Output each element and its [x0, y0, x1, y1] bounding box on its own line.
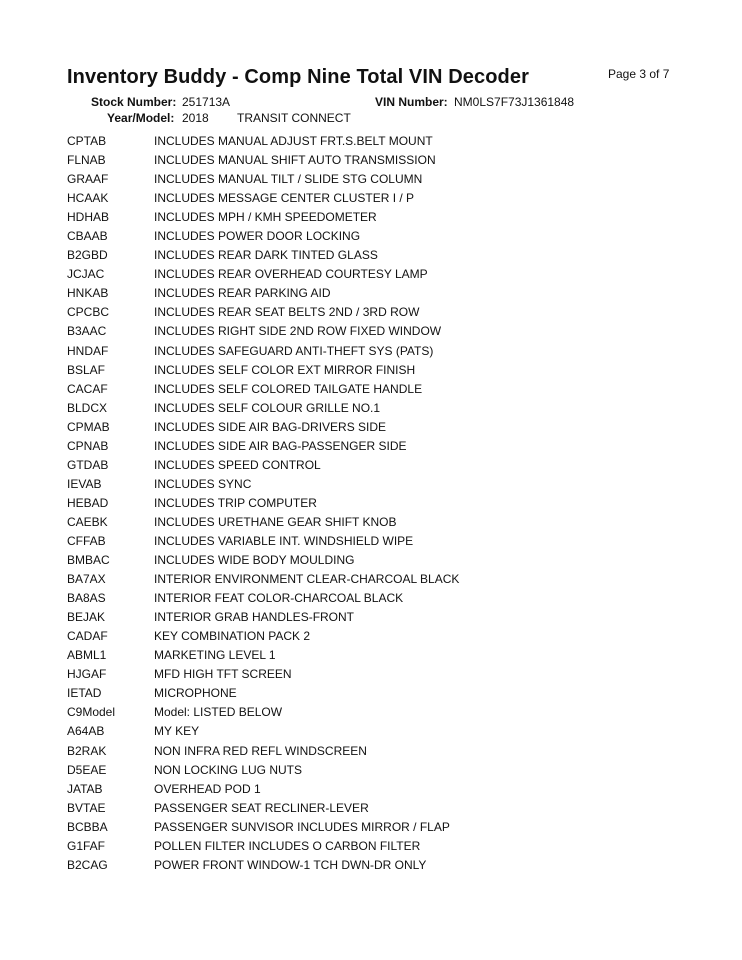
option-description: POWER FRONT WINDOW-1 TCH DWN-DR ONLY [154, 857, 427, 872]
option-description: POLLEN FILTER INCLUDES O CARBON FILTER [154, 838, 421, 853]
option-description: INCLUDES POWER DOOR LOCKING [154, 229, 361, 244]
option-description: INCLUDES WIDE BODY MOULDING [154, 553, 355, 568]
option-row [67, 761, 707, 780]
option-description: INCLUDES MPH / KMH SPEEDOMETER [154, 210, 377, 225]
option-code: BMBAC [67, 553, 110, 568]
option-code: HNKAB [67, 286, 109, 301]
page-indicator: Page 3 of 7 [608, 67, 670, 81]
option-description: NON LOCKING LUG NUTS [154, 762, 303, 777]
option-description: INCLUDES URETHANE GEAR SHIFT KNOB [154, 514, 397, 529]
option-code: CPNAB [67, 438, 109, 453]
option-code: JCJAC [67, 267, 105, 282]
option-code-list [67, 132, 707, 875]
option-code: B2RAK [67, 743, 107, 758]
option-code: GRAAF [67, 172, 109, 187]
option-row [67, 837, 707, 856]
option-row [67, 132, 707, 151]
option-row [67, 303, 707, 322]
option-row [67, 684, 707, 703]
option-description: INCLUDES SELF COLOUR GRILLE NO.1 [154, 400, 381, 415]
option-description: INCLUDES REAR OVERHEAD COURTESY LAMP [154, 267, 428, 282]
option-code: C9Model [67, 705, 116, 720]
option-code: B2GBD [67, 248, 108, 263]
option-row [67, 780, 707, 799]
option-code: BA8AS [67, 591, 106, 606]
option-row [67, 722, 707, 741]
option-code: CPCBC [67, 305, 110, 320]
option-row [67, 284, 707, 303]
option-row [67, 456, 707, 475]
option-row [67, 665, 707, 684]
option-code: BSLAF [67, 362, 106, 377]
option-description: INCLUDES SIDE AIR BAG-DRIVERS SIDE [154, 419, 387, 434]
option-code: G1FAF [67, 838, 106, 853]
option-description: INTERIOR FEAT COLOR-CHARCOAL BLACK [154, 591, 404, 606]
option-description: INCLUDES REAR DARK TINTED GLASS [154, 248, 378, 263]
option-row [67, 208, 707, 227]
option-description: NON INFRA RED REFL WINDSCREEN [154, 743, 367, 758]
option-row [67, 437, 707, 456]
option-code: BA7AX [67, 572, 106, 587]
option-row [67, 856, 707, 875]
option-row [67, 170, 707, 189]
option-row [67, 551, 707, 570]
option-row [67, 742, 707, 761]
option-row [67, 380, 707, 399]
option-description: INCLUDES SIDE AIR BAG-PASSENGER SIDE [154, 438, 407, 453]
option-description: MICROPHONE [154, 686, 237, 701]
vin-number-value: NM0LS7F73J1361848 [454, 95, 575, 109]
option-code: CPMAB [67, 419, 110, 434]
option-description: INCLUDES SAFEGUARD ANTI-THEFT SYS (PATS) [154, 343, 434, 358]
option-code: ABML1 [67, 648, 107, 663]
option-description: INCLUDES VARIABLE INT. WINDSHIELD WIPE [154, 533, 414, 548]
option-description: INCLUDES MANUAL SHIFT AUTO TRANSMISSION [154, 153, 436, 168]
option-code: HJGAF [67, 667, 107, 682]
option-description: INCLUDES SELF COLORED TAILGATE HANDLE [154, 381, 423, 396]
option-description: OVERHEAD POD 1 [154, 781, 261, 796]
option-code: FLNAB [67, 153, 106, 168]
option-row [67, 589, 707, 608]
option-row [67, 818, 707, 837]
option-row [67, 703, 707, 722]
option-code: BCBBA [67, 819, 108, 834]
option-row [67, 342, 707, 361]
option-code: D5EAE [67, 762, 107, 777]
option-row [67, 799, 707, 818]
option-row [67, 494, 707, 513]
option-description: MARKETING LEVEL 1 [154, 648, 276, 663]
option-code: IEVAB [67, 476, 102, 491]
option-description: INCLUDES TRIP COMPUTER [154, 495, 317, 510]
option-row [67, 227, 707, 246]
option-code: CADAF [67, 629, 108, 644]
option-description: INCLUDES MANUAL ADJUST FRT.S.BELT MOUNT [154, 134, 433, 148]
option-description: Model: LISTED BELOW [154, 705, 283, 720]
option-row [67, 189, 707, 208]
option-row [67, 475, 707, 494]
option-row [67, 513, 707, 532]
option-row [67, 570, 707, 589]
option-description: INTERIOR ENVIRONMENT CLEAR-CHARCOAL BLACK [154, 572, 460, 587]
option-code: CFFAB [67, 533, 106, 548]
option-row [67, 418, 707, 437]
option-description: PASSENGER SEAT RECLINER-LEVER [154, 800, 369, 815]
option-description: INCLUDES REAR SEAT BELTS 2ND / 3RD ROW [154, 305, 420, 320]
option-code: BVTAE [67, 800, 106, 815]
option-code: CACAF [67, 381, 108, 396]
option-code: CPTAB [67, 134, 107, 148]
option-description: MY KEY [154, 724, 200, 739]
option-code: BLDCX [67, 400, 108, 415]
option-code: HNDAF [67, 343, 109, 358]
model-value: TRANSIT CONNECT [237, 111, 351, 125]
option-description: INCLUDES MANUAL TILT / SLIDE STG COLUMN [154, 172, 423, 187]
option-row [67, 361, 707, 380]
option-description: MFD HIGH TFT SCREEN [154, 667, 292, 682]
stock-number-label: Stock Number: [91, 95, 177, 109]
option-row [67, 608, 707, 627]
year-value: 2018 [182, 111, 209, 125]
option-code: CAEBK [67, 514, 108, 529]
option-description: INCLUDES SPEED CONTROL [154, 457, 321, 472]
option-row [67, 322, 707, 341]
option-row [67, 646, 707, 665]
option-code: HCAAK [67, 191, 109, 206]
option-description: INCLUDES SYNC [154, 476, 252, 491]
stock-number-value: 251713A [182, 95, 231, 109]
option-description: KEY COMBINATION PACK 2 [154, 629, 311, 644]
option-row [67, 265, 707, 284]
page-title: Inventory Buddy - Comp Nine Total VIN Decoder [67, 66, 529, 88]
option-row [67, 151, 707, 170]
option-description: INCLUDES MESSAGE CENTER CLUSTER I / P [154, 191, 415, 206]
option-row [67, 399, 707, 418]
option-code: HDHAB [67, 210, 110, 225]
option-code: A64AB [67, 724, 105, 739]
option-description: INTERIOR GRAB HANDLES-FRONT [154, 610, 355, 625]
vin-number-label: VIN Number: [375, 95, 448, 109]
option-row [67, 246, 707, 265]
option-code: CBAAB [67, 229, 108, 244]
option-description: INCLUDES SELF COLOR EXT MIRROR FINISH [154, 362, 416, 377]
option-description: INCLUDES REAR PARKING AID [154, 286, 331, 301]
year-model-label: Year/Model: [107, 111, 175, 125]
option-row [67, 627, 707, 646]
option-row [67, 532, 707, 551]
option-code: B3AAC [67, 324, 107, 339]
option-code: GTDAB [67, 457, 109, 472]
option-code: IETAD [67, 686, 102, 701]
option-code: HEBAD [67, 495, 109, 510]
option-description: INCLUDES RIGHT SIDE 2ND ROW FIXED WINDOW [154, 324, 442, 339]
option-code: BEJAK [67, 610, 106, 625]
option-code: B2CAG [67, 857, 108, 872]
option-code: JATAB [67, 781, 103, 796]
option-description: PASSENGER SUNVISOR INCLUDES MIRROR / FLAP [154, 819, 450, 834]
